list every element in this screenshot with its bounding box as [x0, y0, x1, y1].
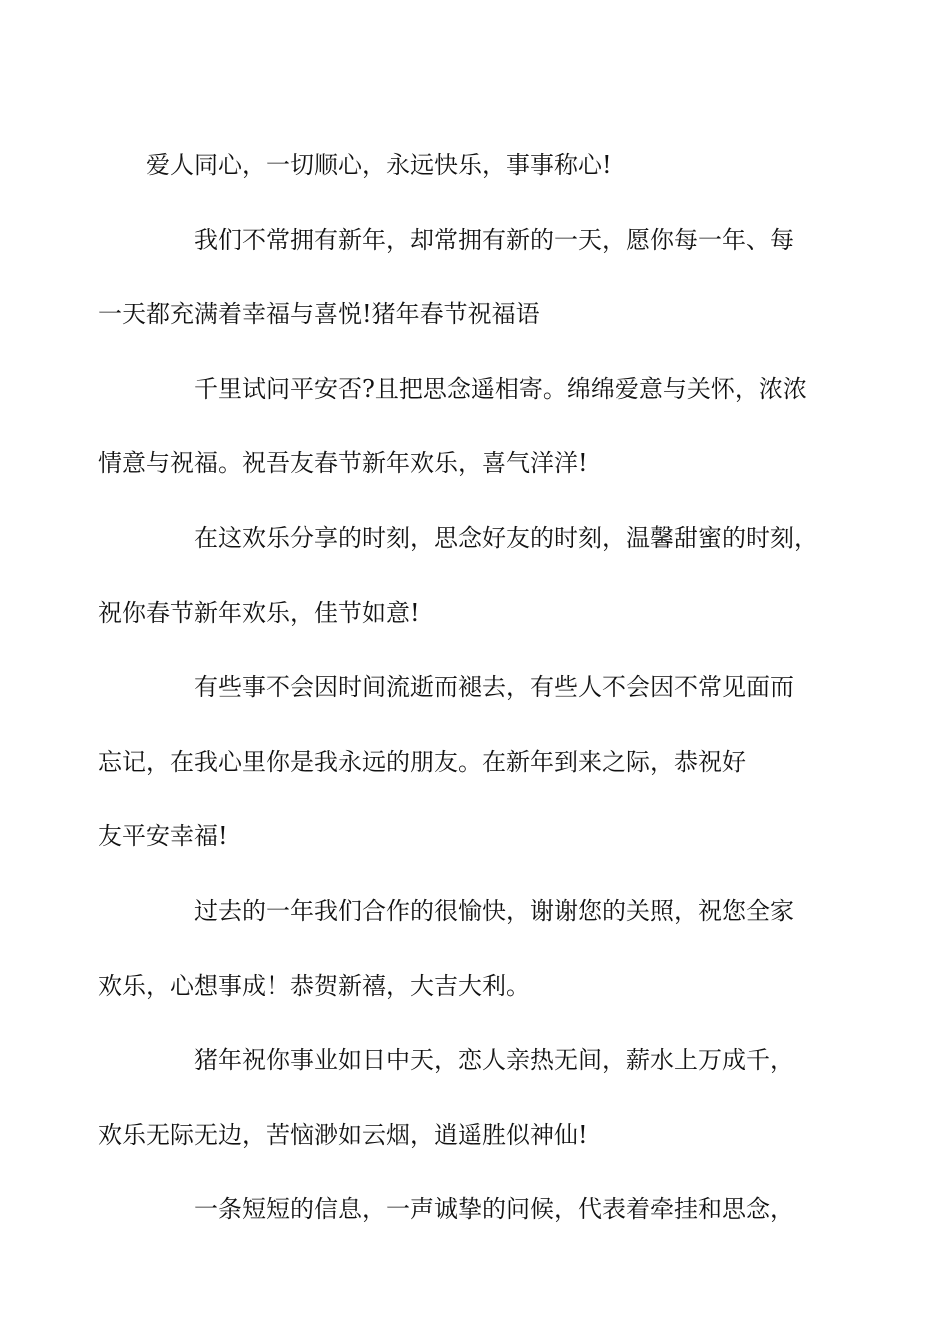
- text-line: 爱人同心，一切顺心，永远快乐，事事称心!: [146, 151, 612, 179]
- text-line: 有些事不会因时间流逝而褪去，有些人不会因不常见面而: [194, 673, 794, 702]
- paragraph: [146, 1172, 826, 1247]
- paragraph: [98, 650, 826, 874]
- paragraph: [98, 501, 826, 650]
- text-line: 忘记，在我心里你是我永远的朋友。在新年到来之际，恭祝好: [98, 747, 746, 776]
- text-line: 情意与祝福。祝吾友春节新年欢乐，喜气洋洋!: [98, 449, 588, 478]
- text-line: 欢乐无际无边，苦恼渺如云烟，逍遥胜似神仙!: [98, 1120, 588, 1149]
- text-line: 在这欢乐分享的时刻，思念好友的时刻，温馨甜蜜的时刻，: [194, 523, 818, 552]
- paragraph: [98, 1023, 826, 1172]
- text-line: 我们不常拥有新年，却常拥有新的一天，愿你每一年、每: [194, 225, 794, 254]
- text-line: 千里试问平安否?且把思念遥相寄。绵绵爱意与关怀，浓浓: [194, 374, 807, 403]
- paragraph: [98, 203, 826, 352]
- text-line: 欢乐，心想事成！恭贺新禧，大吉大利。: [98, 971, 530, 1000]
- text-line: 猪年祝你事业如日中天，恋人亲热无间，薪水上万成千，: [194, 1046, 794, 1075]
- text-line: 友平安幸福!: [98, 822, 228, 851]
- text-line: 过去的一年我们合作的很愉快，谢谢您的关照，祝您全家: [194, 896, 794, 925]
- paragraph: [98, 352, 826, 501]
- paragraph: [98, 874, 826, 1023]
- text-line: 一天都充满着幸福与喜悦!猪年春节祝福语: [98, 300, 540, 329]
- document-body: [98, 128, 826, 1247]
- text-line: 祝你春节新年欢乐，佳节如意!: [98, 598, 420, 627]
- text-line: 一条短短的信息，一声诚挚的问候，代表着牵挂和思念，: [194, 1195, 794, 1224]
- paragraph: [146, 128, 826, 203]
